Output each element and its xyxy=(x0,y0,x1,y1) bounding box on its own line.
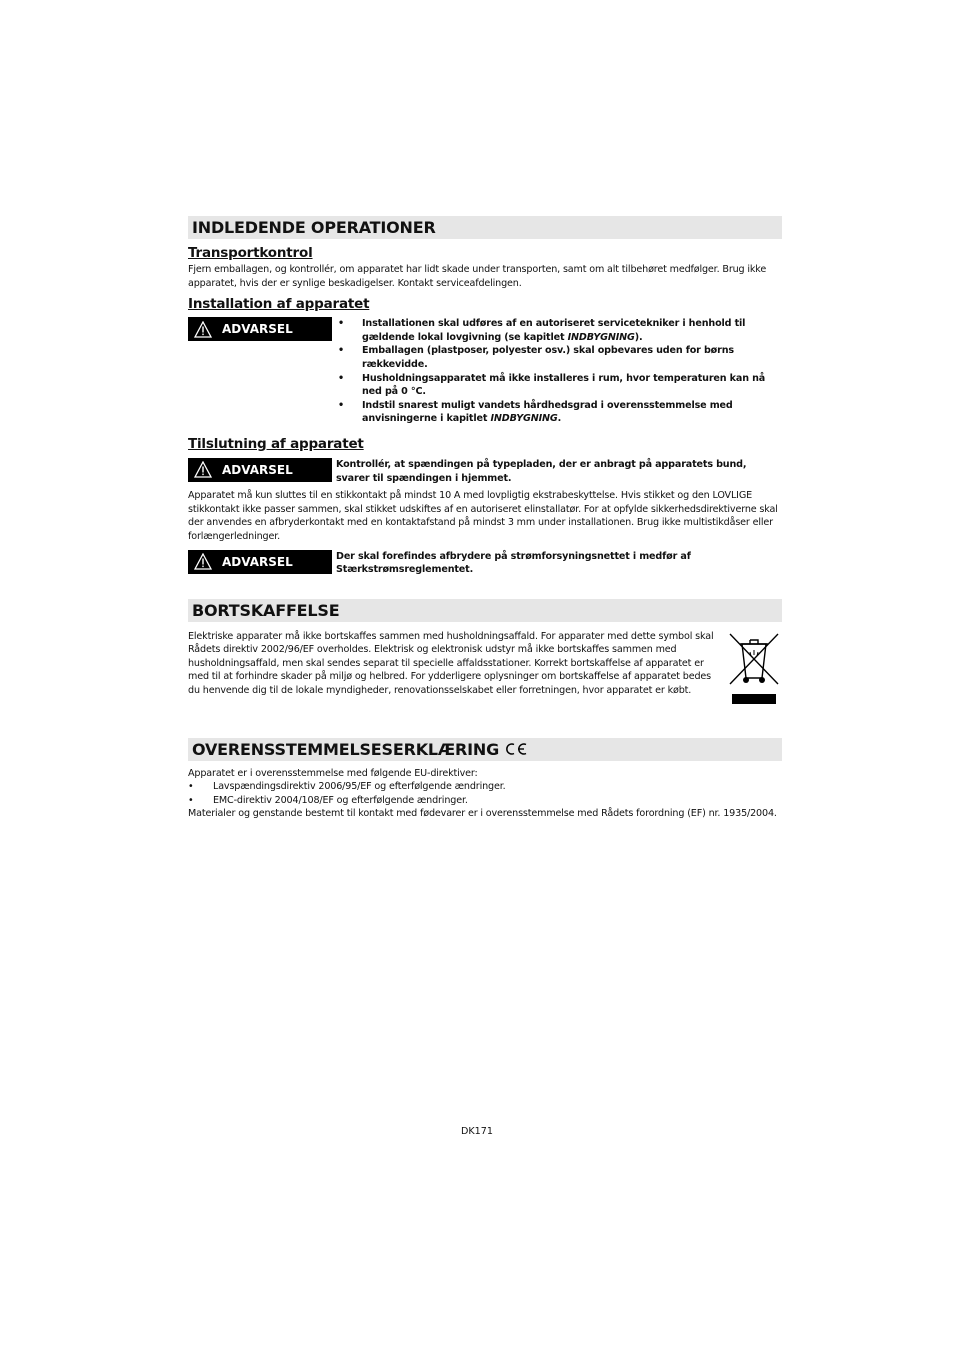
conformity-title: OVERENSSTEMMELSESERKLÆRING xyxy=(192,739,500,759)
warning-badge xyxy=(188,458,332,482)
bullet-text-end: ). xyxy=(634,331,643,343)
conformity-closing: Materialer og genstande bestemt til kontakt med fødevarer er i overensstemmelse med Rådets forordning (EF) nr. 1935/2004. xyxy=(188,808,777,820)
warning-switch xyxy=(188,550,782,577)
installation-bullet-item xyxy=(336,344,782,371)
conformity-list-item: • Lavspændingsdirektiv 2006/95/EF og efterfølgende ændringer. xyxy=(188,780,782,794)
bullet-text: Emballagen (plastposer, polyester osv.) skal opbevares uden for børns rækkevidde. xyxy=(362,345,734,370)
section-title-disposal: BORTSKAFFELSE xyxy=(188,599,782,622)
bullet-text: Indstil snarest muligt vandets hårdhedsgrad i overensstemmelse med anvisningerne i kapitlet xyxy=(362,399,733,425)
heading-connection: Tilslutning af apparatet xyxy=(188,435,364,452)
weee-symbol xyxy=(724,630,782,710)
warning-switch-text: Der skal forefindes afbrydere på strømforsyningsnettet i medfør af Stærkstrømsreglementet. xyxy=(336,550,691,576)
warning-voltage-text: Kontrollér, at spændingen på typepladen, der er anbragt på apparatets bund, svarer til spændingen i hjemmet. xyxy=(336,458,747,484)
warning-badge xyxy=(188,550,332,574)
ce-mark-icon xyxy=(504,742,528,756)
warning-triangle-icon xyxy=(194,321,212,338)
disposal-text: Elektriske apparater må ikke bortskaffes sammen med husholdningsaffald. For apparater med dette symbol skal Rådets direktiv 2002/96/EF overholdes. Elektrisk og elektronisk udstyr må ikke bortskaffes sammen med husholdningsaffald, men skal sendes separat til specielle affaldsstationer. Korrekt bortskaffelse af apparatet er med til at forhindre skader på miljø og helbred. For ydderligere oplysninger om bortskaffelse af apparatet bedes du henvende dig til de lokale myndigheder, renovationsselskabet eller forretningen, hvor apparatet er købt. xyxy=(188,630,714,697)
section-title-intro: INDLEDENDE OPERATIONER xyxy=(188,216,782,239)
transport-text: Fjern emballagen, og kontrollér, om apparatet har lidt skade under transporten, samt om alt tilbehøret medfølger. Brug ikke apparatet, hvis der er synlige beskadigelser. Kontakt serviceafdelingen. xyxy=(188,264,767,289)
section-title-conformity xyxy=(188,738,782,761)
installation-bullet-list xyxy=(336,317,782,426)
warning-voltage xyxy=(188,458,782,485)
warning-installation xyxy=(188,317,782,426)
installation-bullet-item xyxy=(336,317,782,344)
bullet-text-end: . xyxy=(557,413,562,425)
warning-triangle-icon xyxy=(194,553,212,570)
heading-installation: Installation af apparatet xyxy=(188,296,370,313)
disposal-block xyxy=(188,630,782,710)
installation-bullet-item xyxy=(336,372,782,399)
warning-label: ADVARSEL xyxy=(222,554,293,569)
conformity-list xyxy=(188,780,782,807)
bullet-emphasis: INDBYGNING xyxy=(567,331,635,343)
bullet-text: Husholdningsapparatet må ikke installeres i rum, hvor temperaturen kan nå ned på 0 °C. xyxy=(362,372,766,398)
warning-label: ADVARSEL xyxy=(222,462,293,477)
installation-bullet-item xyxy=(336,399,782,426)
crossed-out-wheelie-bin-icon xyxy=(726,630,782,708)
document-page xyxy=(188,216,782,821)
bullet-text: Installationen skal udføres af en autoriseret servicetekniker i henhold til gældende lokal lovgivning (se kapitlet xyxy=(362,318,746,343)
page-number: DK171 xyxy=(461,1126,493,1137)
warning-badge xyxy=(188,317,332,341)
warning-triangle-icon xyxy=(194,461,212,478)
heading-transport: Transportkontrol xyxy=(188,245,313,261)
bullet-emphasis: INDBYGNING xyxy=(490,413,558,425)
conformity-list-item: • EMC-direktiv 2004/108/EF og efterfølgende ændringer. xyxy=(188,794,782,808)
connection-text: Apparatet må kun sluttes til en stikkontakt på mindst 10 A med lovpligtig ekstrabeskyttelse. Hvis stikket og den LOVLIGE stikkontakt ikke passer sammen, skal stikket udskiftes af en autoriseret elinstallatør. For at opfylde sikkerhedsdirektiverne skal der anvendes en afbryderkontakt med en kontaktafstand på mindst 3 mm under installationen. Brug ikke multistikdåser eller forlængerledninger. xyxy=(188,490,778,542)
conformity-intro: Apparatet er i overensstemmelse med følgende EU-direktiver: xyxy=(188,767,478,779)
warning-label: ADVARSEL xyxy=(222,322,293,337)
